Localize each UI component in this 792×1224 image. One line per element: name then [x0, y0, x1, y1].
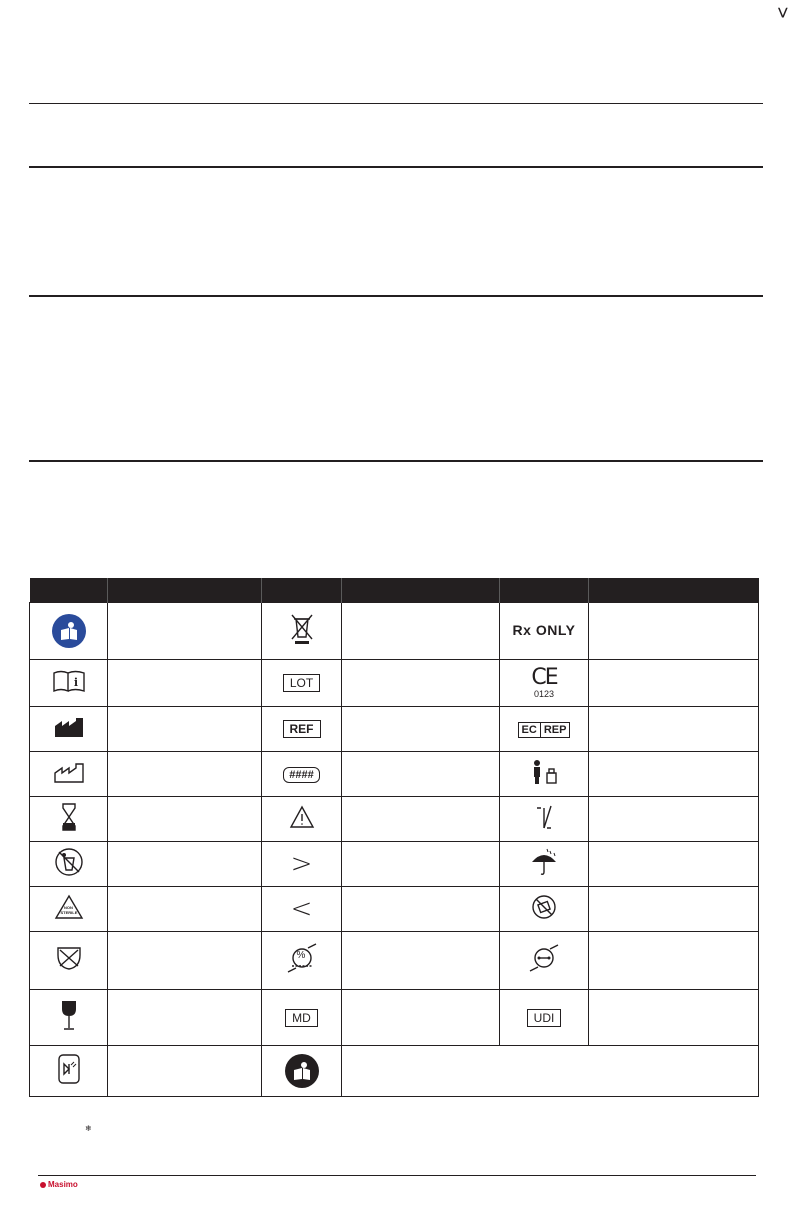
symbol-cell: [500, 707, 589, 752]
symbol-cell: [262, 990, 342, 1046]
symbol-cell: [500, 752, 589, 797]
ec-rep-icon: EC REP: [518, 722, 571, 738]
symbol-cell: [30, 603, 108, 660]
logo-mark-icon: [40, 1182, 46, 1188]
table-row: [30, 797, 759, 842]
description-cell: [342, 842, 500, 887]
description-cell: [589, 707, 759, 752]
description-cell: [589, 932, 759, 990]
description-cell: [108, 990, 262, 1046]
description-cell: [108, 887, 262, 932]
manufacturer-icon: [53, 716, 85, 738]
ref-icon: REF: [283, 720, 321, 738]
symbol-cell: [262, 1046, 342, 1097]
follow-instructions-icon: [52, 614, 86, 648]
section-rule-4: [29, 460, 763, 462]
description-cell: [342, 707, 500, 752]
symbols-table: [29, 578, 759, 1097]
description-cell: [342, 660, 500, 707]
description-cell: [342, 603, 500, 660]
symbol-cell: [262, 752, 342, 797]
symbol-cell: [30, 752, 108, 797]
table-row: [30, 707, 759, 752]
description-cell: [589, 752, 759, 797]
description-cell-wide: [342, 1046, 759, 1097]
table-header: [30, 578, 759, 603]
table-row: [30, 752, 759, 797]
description-cell: [589, 887, 759, 932]
table-row: [30, 603, 759, 660]
table-row: [30, 660, 759, 707]
do-not-use-damaged-icon: [531, 894, 557, 920]
symbol-cell: [500, 887, 589, 932]
greater-than-icon: >: [290, 849, 313, 879]
table-row: [30, 1046, 759, 1097]
description-cell: [108, 603, 262, 660]
pressure-limit-icon: [528, 943, 560, 973]
symbol-cell: [30, 1046, 108, 1097]
humidity-limit-icon: %: [286, 942, 318, 974]
table-row: [30, 887, 759, 932]
symbol-cell: [262, 660, 342, 707]
symbol-cell: [30, 887, 108, 932]
rx-only-icon: Rx ONLY: [512, 622, 576, 638]
symbol-cell: [500, 842, 589, 887]
udi-icon: UDI: [527, 1009, 562, 1027]
small-glyph: ❄: [85, 1124, 92, 1133]
symbol-cell: [30, 990, 108, 1046]
description-cell: [108, 932, 262, 990]
defibrillation-proof-icon: [57, 1053, 81, 1085]
symbol-cell: [30, 797, 108, 842]
symbol-cell: [500, 990, 589, 1046]
description-cell: [589, 797, 759, 842]
instructions-ring-icon: [285, 1054, 319, 1088]
instructions-for-use-icon: [52, 669, 86, 693]
description-cell: [108, 707, 262, 752]
symbol-cell: [500, 797, 589, 842]
description-cell: [589, 660, 759, 707]
svg-text:i: i: [73, 675, 78, 689]
symbol-cell: [500, 603, 589, 660]
weee-bin-icon: [289, 613, 315, 645]
header-description-3: [589, 578, 759, 603]
symbol-cell: [30, 842, 108, 887]
description-cell: [589, 842, 759, 887]
quantity-icon: ####: [283, 767, 319, 783]
symbol-cell: [262, 842, 342, 887]
section-rule-2: [29, 166, 763, 168]
not-natural-latex-icon: [55, 945, 83, 971]
symbol-cell: [262, 932, 342, 990]
date-of-manufacture-icon: [53, 761, 85, 783]
fragile-icon: [60, 999, 78, 1031]
description-cell: [342, 932, 500, 990]
temperature-limit-icon: [533, 802, 555, 832]
lot-icon: LOT: [283, 674, 320, 692]
symbol-cell: [262, 887, 342, 932]
ce-mark-icon: CE 0123: [531, 665, 557, 699]
description-cell: [589, 603, 759, 660]
symbol-cell: [30, 660, 108, 707]
description-cell: [589, 990, 759, 1046]
header-description-2: [342, 578, 500, 603]
table-row: [30, 990, 759, 1046]
use-by-icon: [60, 802, 78, 832]
header-symbol-3: [500, 578, 589, 603]
keep-dry-icon: [530, 848, 558, 876]
symbol-cell: [262, 603, 342, 660]
caution-icon: [289, 805, 315, 829]
symbol-cell: [262, 707, 342, 752]
header-symbol-1: [30, 578, 108, 603]
corner-mark: ˅: [777, 3, 789, 25]
description-cell: [108, 752, 262, 797]
table-row: [30, 842, 759, 887]
description-cell: [342, 797, 500, 842]
header-symbol-2: [262, 578, 342, 603]
footer-rule: [38, 1175, 756, 1176]
description-cell: [342, 752, 500, 797]
body-weight-icon: [529, 759, 559, 785]
header-description-1: [108, 578, 262, 603]
symbol-cell: [30, 932, 108, 990]
table-row: [30, 932, 759, 990]
description-cell: [108, 842, 262, 887]
logo-text: Masimo: [48, 1180, 78, 1189]
description-cell: [108, 797, 262, 842]
less-than-icon: <: [290, 894, 313, 924]
description-cell: [342, 887, 500, 932]
symbol-cell: [500, 660, 589, 707]
symbol-cell: [30, 707, 108, 752]
non-sterile-icon: NON STERILE: [54, 894, 84, 920]
medical-device-icon: MD: [285, 1009, 318, 1027]
section-rule-3: [29, 295, 763, 297]
masimo-logo: [40, 1180, 78, 1189]
not-for-trash-icon: [54, 847, 84, 877]
symbol-cell: [500, 932, 589, 990]
symbol-cell: [262, 797, 342, 842]
description-cell: [342, 990, 500, 1046]
section-rule-1: [29, 103, 763, 104]
description-cell: [108, 660, 262, 707]
description-cell: [108, 1046, 262, 1097]
